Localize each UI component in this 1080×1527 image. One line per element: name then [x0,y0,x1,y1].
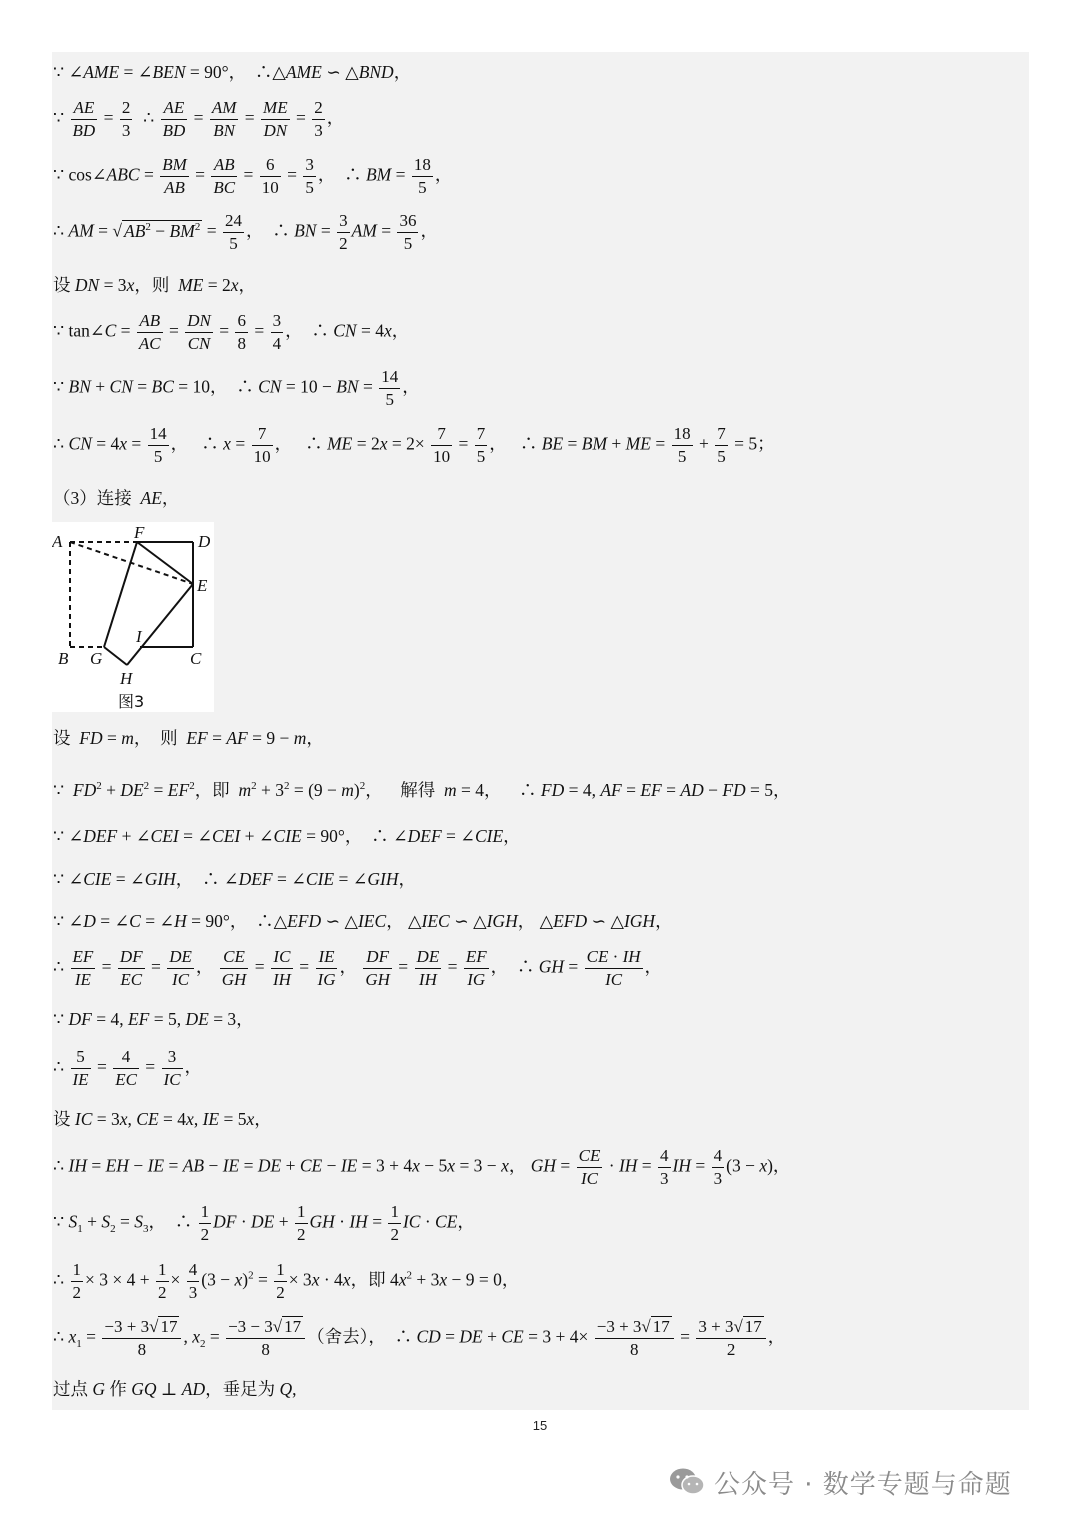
solution-line: ∵ ∠DEF + ∠CEI = ∠CEI + ∠CIE = 90°， ∴ ∠DEF = ∠CIE， [53,826,521,846]
point-label-i: I [136,627,142,646]
point-label-c: C [190,649,202,668]
point-label-f: F [134,523,145,542]
figure-caption: 图3 [118,692,145,711]
solution-line: 过点 G 作 GQ ⊥ AD，垂足为 Q, [53,1379,297,1399]
solution-line: ∴ $x_1$ = $\frac{-3 + 3√ 17}{8}$ , $x_2$ = $\frac{-3 - 3√ 17}{8}$ （舍去）， ∴ CD = DE + CE = 3 + 4× $\frac{-3 + 3√ 17}{8}$ = $\frac{3 + 3√ 17}{2}$ ， [53,1317,786,1359]
solution-line: ∴ $\frac{1}{2}$ × 3 × 4 + $\frac{1}{2}$ × $\frac{4}{3}$ $(3 - x)^2$ = $\frac{1}{2}$ × 3x · 4x，即 $4x^2 + 3x - 9 = 0$， [53,1260,520,1302]
solution-line: ∵ $FD^2 + DE^2 = EF^2$，即 $m^2 + 3^2 = (9 - m)^2$， 解得 m = 4， ∴ FD = 4, AF = EF = AD − FD = 5， [53,779,791,800]
point-label-e: E [197,576,208,595]
solution-line: ∴ CN = 4x = $\frac{14}{5}$ ， ∴ x = $\frac{7}{10}$ ， ∴ ME = 2x = 2× $\frac{7}{10}$ = $\frac{7}{5}$ ， ∴ BE = BM + ME = $\frac{18}{5}$ + $\frac{7}{5}$ = 5； [53,424,775,466]
solution-line: ∴ $\frac{5}{IE}$ = $\frac{4}{EC}$ = $\frac{3}{IC}$ ， [53,1047,203,1089]
solution-line: ∵ tan∠C = $\frac{AB}{AC}$ = $\frac{DN}{CN}$ = $\frac{6}{8}$ = $\frac{3}{4}$ ， ∴ CN = 4x， [53,311,410,353]
solution-line: ∵ $S_1 + S_2 = S_3$， ∴ $\frac{1}{2}$ DF · DE + $\frac{1}{2}$ GH · IH = $\frac{1}{2}$ IC · CE， [53,1202,475,1244]
point-label-g: G [90,649,103,668]
solution-line: 设 FD = m， 则 EF = AF = 9 − m， [53,728,324,748]
watermark [668,1462,1012,1502]
solution-line: 设 DN = 3x，则 ME = 2x， [53,275,257,295]
watermark-text: 公众号 · 数学专题与命题 [714,1469,1012,1500]
solution-line: ∵ DF = 4, EF = 5, DE = 3， [53,1009,254,1029]
solution-line: ∵ cos∠ABC = $\frac{BM}{AB}$ = $\frac{AB}{BC}$ = $\frac{6}{10}$ = $\frac{3}{5}$ ， ∴ BM = $\frac{18}{5}$ ， [53,155,453,197]
solution-line: 设 IC = 3x, CE = 4x, IE = 5x， [53,1109,272,1129]
solution-line: ∴ IH = EH − IE = AB − IE = DE + CE − IE = 3 + 4x − 5x = 3 − x， GH = $\frac{CE}{IC}$ · IH = $\frac{4}{3}$ IH = $\frac{4}{3}$ (3 − x)， [53,1146,791,1188]
wechat-icon [668,1467,706,1497]
point-label-h: H [120,669,133,688]
solution-line: ∵ ∠D = ∠C = ∠H = 90°， ∴△EFD ∽ △IEC， △IEC ∽ △IGH， △EFD ∽ △IGH， [53,911,673,931]
page-number: 15 [532,1418,548,1433]
solution-line: ∵ $\frac{AE}{BD}$ = $\frac{2}{3}$ ∴ $\frac{AE}{BD}$ = $\frac{AM}{BN}$ = $\frac{ME}{DN}$ = $\frac{2}{3}$ ， [53,98,345,140]
solution-line: ∴ $\frac{EF}{IE}$ = $\frac{DF}{EC}$ = $\frac{DE}{IC}$ ， $\frac{CE}{GH}$ = $\frac{IC}{IH}$ = $\frac{IE}{IG}$ ， $\frac{DF}{GH}$ = $\frac{DE}{IH}$ = $\frac{EF}{IG}$ ， ∴ GH = $\frac{CE \cdot IH}{IC}$ ， [53,947,663,989]
point-label-d: D [198,532,211,551]
solution-line: ∵ ∠CIE = ∠GIH， ∴ ∠DEF = ∠CIE = ∠GIH， [53,869,417,889]
point-label-b: B [58,649,69,668]
geometry-figure [52,522,214,712]
solution-line: ∴ AM = √ $AB^2 - BM^2$ = $\frac{24}{5}$ ， ∴ BN = $\frac{3}{2}$ AM = $\frac{36}{5}$ ， [53,211,438,253]
point-label-a: A [52,532,63,551]
solution-line: （3）连接 AE， [53,488,180,508]
solution-line: ∵ ∠AME = ∠BEN = 90°， ∴△AME ∽ △BND， [53,62,412,82]
solution-line: ∵ BN + CN = BC = 10， ∴ CN = 10 − BN = $\frac{14}{5}$ ， [53,367,420,409]
